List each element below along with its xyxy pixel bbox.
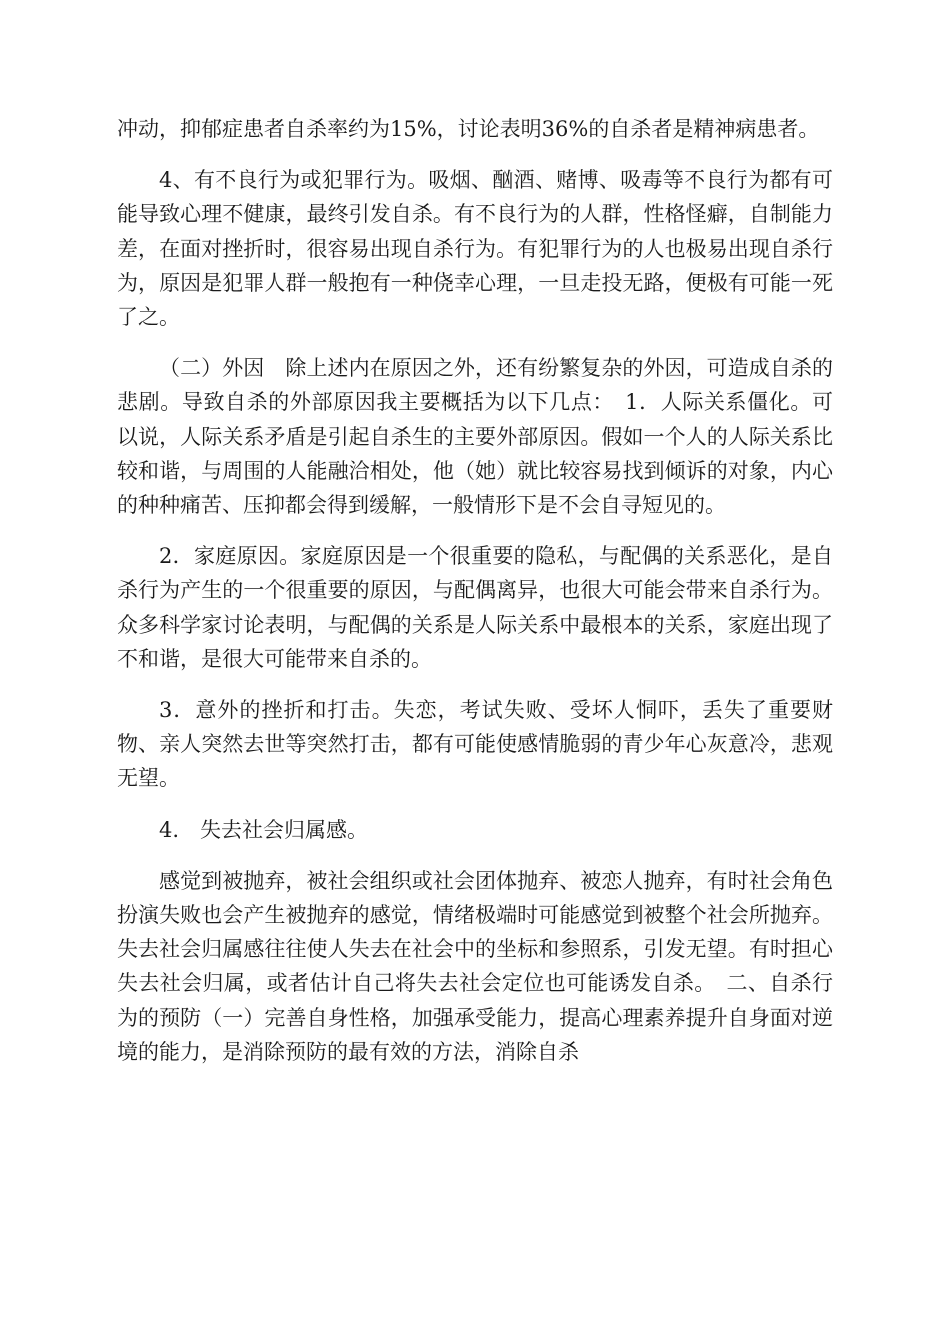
document-body bbox=[117, 112, 833, 1086]
paragraph-continuation: 冲动，抑郁症患者自杀率约为15%，讨论表明36%的自杀者是精神病患者。 bbox=[117, 117, 820, 141]
paragraph-abandonment: 感觉到被抛弃，被社会组织或社会团体抛弃、被恋人抛弃，有时社会角色扮演失败也会产生被抛弃的感觉，情绪极端时可能感觉到被整个社会所抛弃。失去社会归属感往往使人失去在社会中的坐标和参照系，引发无望。有时担心失去社会归属，或者估计自己将失去社会定位也可能诱发自杀。 二、自杀行为的预防（一）完善自身性格，加强承受能力，提高心理素养提升自身面对逆境的能力，是消除预防的最有效的方法，消除自杀 bbox=[117, 868, 833, 1064]
paragraph-family-reasons: 2．家庭原因。家庭原因是一个很重要的隐私，与配偶的关系恶化，是自杀行为产生的一个很重要的原因，与配偶离异，也很大可能会带来自杀行为。众多科学家讨论表明，与配偶的关系是人际关系中最根本的关系，家庭出现了不和谐，是很大可能带来自杀的。 bbox=[117, 544, 833, 671]
paragraph-bad-behavior: 4、有不良行为或犯罪行为。吸烟、酗酒、赌博、吸毒等不良行为都有可能导致心理不健康，最终引发自杀。有不良行为的人群，性格怪癖，自制能力差，在面对挫折时，很容易出现自杀行为。有犯罪行为的人也极易出现自杀行为，原因是犯罪人群一般抱有一种侥幸心理，一旦走投无路，便极有可能一死了之。 bbox=[117, 168, 833, 330]
paragraph-external-causes: （二）外因 除上述内在原因之外，还有纷繁复杂的外因，可造成自杀的悲剧。导致自杀的外部原因我主要概括为以下几点： 1．人际关系僵化。可以说，人际关系矛盾是引起自杀生的主要外部原因。假如一个人的人际关系比较和谐，与周围的人能融洽相处，他（她）就比较容易找到倾诉的对象，内心的种种痛苦、压抑都会得到缓解，一般情形下是不会自寻短见的。 bbox=[117, 356, 833, 518]
paragraph-setbacks: 3．意外的挫折和打击。失恋，考试失败、受坏人恫吓，丢失了重要财物、亲人突然去世等突然打击，都有可能使感情脆弱的青少年心灰意冷，悲观无望。 bbox=[117, 698, 833, 791]
paragraph-belonging-heading: 4. 失去社会归属感。 bbox=[159, 817, 369, 842]
